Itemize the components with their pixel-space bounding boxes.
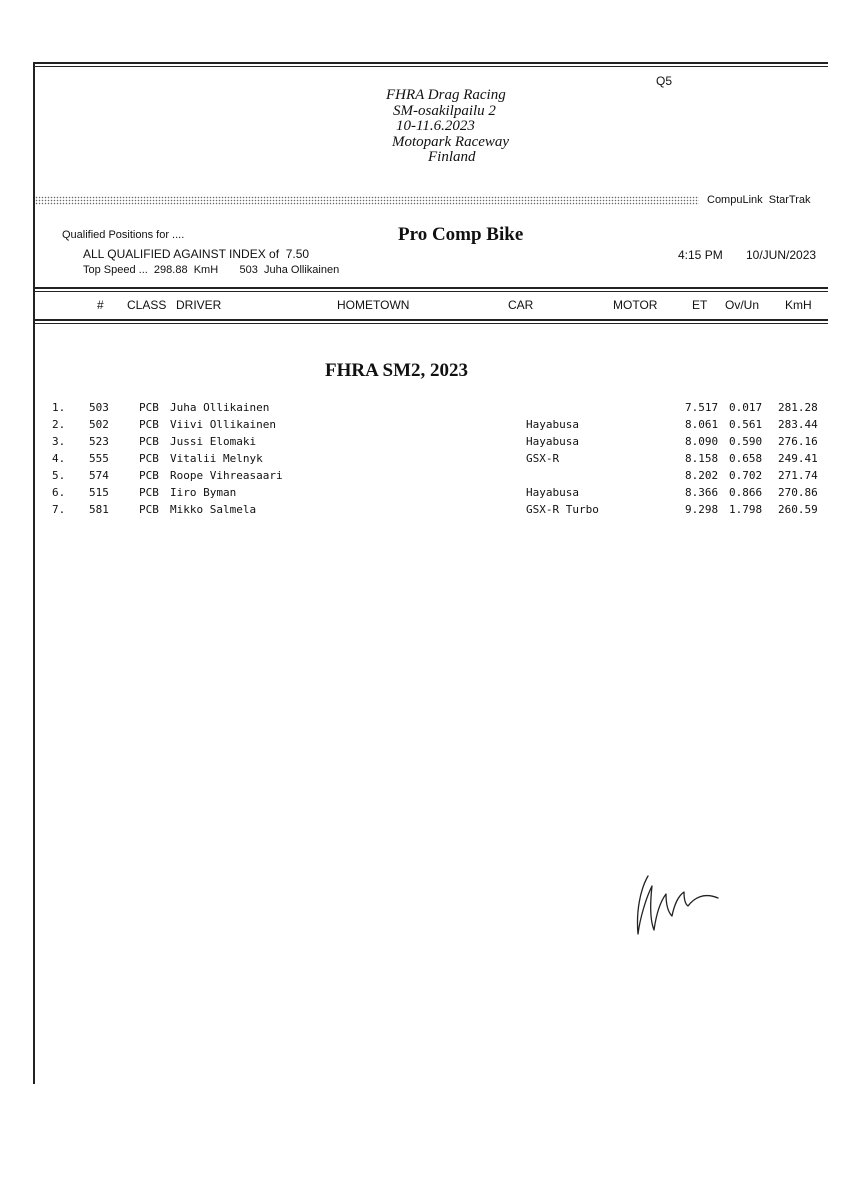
position: 5. [52,469,66,482]
header-rule-top [33,287,828,289]
over-under: 1.798 [729,503,763,516]
header-rule-top-2 [33,291,828,292]
elapsed-time: 8.061 [685,418,719,431]
report-time: 4:15 PM [678,248,723,262]
speed-kmh: 249.41 [778,452,818,465]
col-kmh: KmH [785,298,812,312]
class-code: PCB [139,435,159,448]
speed-kmh: 271.74 [778,469,818,482]
position: 6. [52,486,66,499]
table-row [0,433,848,450]
table-row [0,501,848,518]
top-rule-secondary [33,66,828,67]
col-car: CAR [508,298,534,312]
page-code: Q5 [656,74,673,88]
position: 2. [52,418,66,431]
report-date: 10/JUN/2023 [746,248,817,262]
table-row [0,467,848,484]
left-border [33,62,35,1084]
results-table [0,399,848,518]
over-under: 0.561 [729,418,763,431]
col-class: CLASS [127,298,167,312]
title-line: FHRA Drag Racing [386,87,506,103]
over-under: 0.866 [729,486,763,499]
car-number: 502 [89,418,109,431]
title-line: Motopark Raceway [392,133,510,150]
qualified-index: ALL QUALIFIED AGAINST INDEX of 7.50 [83,247,310,261]
car-number: 523 [89,435,109,448]
elapsed-time: 8.202 [685,469,719,482]
car-number: 581 [89,503,109,516]
car-name: Hayabusa [526,418,579,431]
dotted-separator [35,196,699,205]
driver-name: Iiro Byman [170,486,237,499]
car-name: Hayabusa [526,486,579,499]
elapsed-time: 8.090 [685,435,719,448]
header-rule-bottom-2 [33,323,828,324]
driver-name: Viivi Ollikainen [170,418,276,431]
speed-kmh: 283.44 [778,418,818,431]
col-et: ET [692,298,708,312]
class-code: PCB [139,452,159,465]
elapsed-time: 7.517 [685,401,719,414]
class-code: PCB [139,401,159,414]
title-line: Finland [428,149,476,165]
speed-kmh: 281.28 [778,401,818,414]
handwritten-signature [630,868,730,940]
car-number: 515 [89,486,109,499]
table-row [0,450,848,467]
over-under: 0.590 [729,435,763,448]
col-num: # [97,298,104,312]
driver-name: Mikko Salmela [170,503,257,516]
driver-name: Vitalii Melnyk [170,452,263,465]
top-rule [33,62,828,64]
class-code: PCB [139,503,159,516]
car-name: Hayabusa [526,435,579,448]
car-number: 574 [89,469,109,482]
elapsed-time: 9.298 [685,503,719,516]
class-title: Pro Comp Bike [398,224,524,245]
col-hometown: HOMETOWN [337,298,410,312]
header-rule-bottom [33,319,828,321]
speed-kmh: 276.16 [778,435,818,448]
qualified-positions-label: Qualified Positions for .... [62,229,185,241]
title-line: SM-osakilpailu 2 [393,102,496,119]
class-code: PCB [139,418,159,431]
speed-kmh: 260.59 [778,503,818,516]
over-under: 0.658 [729,452,763,465]
car-name: GSX-R [526,452,560,465]
car-number: 503 [89,401,109,414]
elapsed-time: 8.366 [685,486,719,499]
position: 1. [52,401,66,414]
speed-kmh: 270.86 [778,486,818,499]
car-name: GSX-R Turbo [526,503,599,516]
driver-name: Juha Ollikainen [170,401,270,414]
event-header [330,88,570,166]
software-label: CompuLink StarTrak [707,194,811,206]
elapsed-time: 8.158 [685,452,719,465]
col-driver: DRIVER [176,298,222,312]
class-code: PCB [139,469,159,482]
table-row [0,399,848,416]
position: 4. [52,452,66,465]
table-row [0,484,848,501]
driver-name: Roope Vihreasaari [170,469,283,482]
col-motor: MOTOR [613,298,658,312]
car-number: 555 [89,452,109,465]
over-under: 0.017 [729,401,763,414]
title-line: 10-11.6.2023 [396,118,475,134]
position: 3. [52,435,66,448]
driver-name: Jussi Elomaki [170,435,257,448]
col-ovun: Ov/Un [725,298,760,312]
class-code: PCB [139,486,159,499]
over-under: 0.702 [729,469,763,482]
position: 7. [52,503,66,516]
event-title: FHRA SM2, 2023 [325,360,469,381]
table-row [0,416,848,433]
top-speed: Top Speed ... 298.88 KmH 503 Juha Ollikainen [83,264,340,276]
